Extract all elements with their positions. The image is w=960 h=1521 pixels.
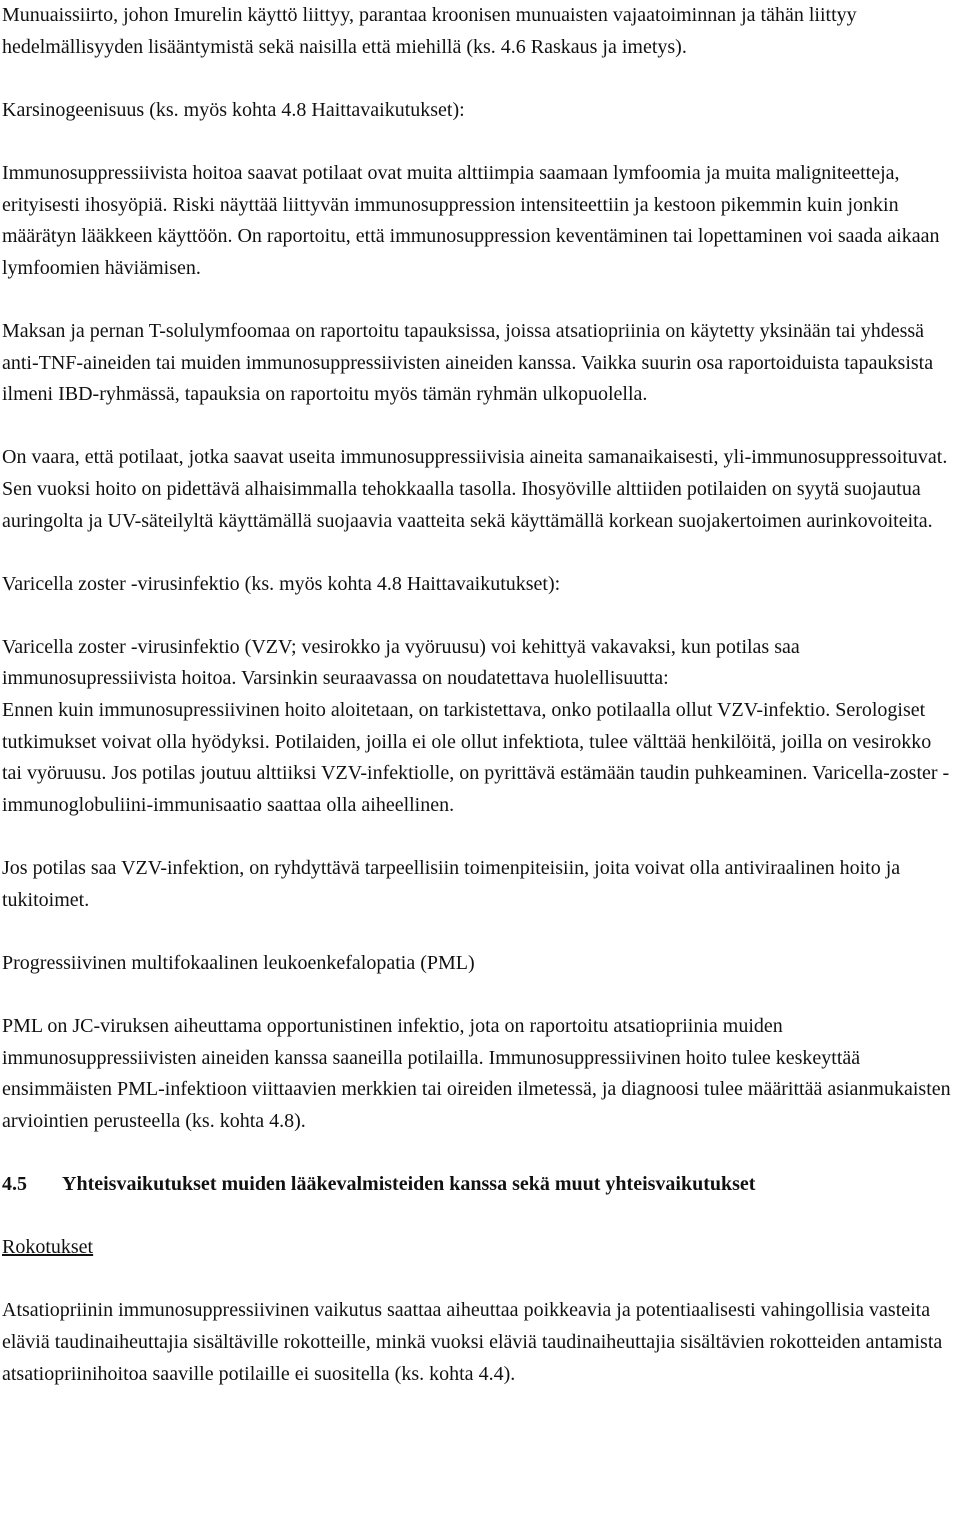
paragraph-vzv-treatment: Jos potilas saa VZV-infektion, on ryhdyttävä tarpeellisiin toimenpiteisiin, joita voivat olla antiviraalinen hoito ja tukitoimet. [2,857,901,911]
paragraph-carcinogenicity-title: Karsinogeenisuus (ks. myös kohta 4.8 Haittavaikutukset): [2,98,465,121]
document-page [2,0,954,1422]
subheading-vaccinations: Rokotukset [2,1236,94,1259]
paragraph-over-immunosuppression: On vaara, että potilaat, jotka saavat useita immunosuppressiivisia aineita samanaikaisesti, yli-immunosuppressoituvat. Sen vuoksi hoito on pidettävä alhaisimmalla tehokkaalla tasolla. Ihosyöville alttiiden potilaiden on syytä suojautua auringolta ja UV-säteilyltä käyttämällä suojaavia vaatteita sekä käyttämällä korkean suojakertoimen aurinkovoiteita. [2,446,948,532]
paragraph-vzv-details [2,632,954,822]
section-heading [2,1169,954,1201]
paragraph-t-cell-lymphoma: Maksan ja pernan T-solulymfoomaa on raportoitu tapauksissa, joissa atsatiopriinia on käytetty yksinään tai yhdessä anti-TNF-aineiden tai muiden immunosuppressiivisten aineiden kanssa. Vaikka suurin osa raportoiduista tapauksista ilmeni IBD-ryhmässä, tapauksia on raportoitu myös tämän ryhmän ulkopuolella. [2,319,934,406]
paragraph-pml-details: PML on JC-viruksen aiheuttama opportunistinen infektio, jota on raportoitu atsatiopriinia muiden immunosuppressiivisten aineiden kanssa saaneilla potilailla. Immunosuppressiivinen hoito tulee keskeyttää ensimmäisten PML-infektioon viittaavien merkkien tai oireiden ilmetessä, ja diagnoosi tulee määrittää asianmukaisten arviointien perusteella (ks. kohta 4.8). [2,1015,951,1132]
paragraph-vzv-title: Varicella zoster -virusinfektio (ks. myös kohta 4.8 Haittavaikutukset): [2,572,561,595]
paragraph-pml-title: Progressiivinen multifokaalinen leukoenkefalopatia (PML) [2,951,475,974]
paragraph-kidney-transplant: Munuaissiirto, johon Imurelin käyttö liittyy, parantaa kroonisen munuaisten vajaatoiminnan ja tähän liittyy hedelmällisyyden lisääntymistä sekä naisilla että miehillä (ks. 4.6 Raskaus ja imetys). [2,4,857,58]
section-number: 4.5 [2,1172,27,1195]
paragraph-vaccinations: Atsatiopriinin immunosuppressiivinen vaikutus saattaa aiheuttaa poikkeavia ja potentiaalisesti vahingollisia vasteita eläviä taudinaiheuttajia sisältäville rokotteille, minkä vuoksi eläviä taudinaiheuttajia sisältävien rokotteiden antamista atsatiopriinihoitoa saaville potilaille ei suositella (ks. kohta 4.4). [2,1299,943,1385]
vzv-precautions: Ennen kuin immunosupressiivinen hoito aloitetaan, on tarkistettava, onko potilaalla ollut VZV-infektio. Serologiset tutkimukset voivat olla hyödyksi. Potilaiden, joilla ei ole ollut infektiota, tulee välttää henkilöitä, joilla on vesirokko tai vyöruusu. Jos potilas joutuu alttiiksi VZV-infektiolle, on pyrittävä estämään taudin puhkeaminen. Varicella-zoster -immunoglobuliini-immunisaatio saattaa olla aiheellinen. [2,699,950,816]
vzv-intro: Varicella zoster -virusinfektio (VZV; vesirokko ja vyöruusu) voi kehittyä vakavaksi, kun potilas saa immunosupressiivista hoitoa. Varsinkin seuraavassa on noudatettava huolellisuutta: [2,635,800,690]
paragraph-lymphoma-risk: Immunosuppressiivista hoitoa saavat potilaat ovat muita alttiimpia saamaan lymfoomia ja muita maligniteetteja, erityisesti ihosyöpiä. Riski näyttää liittyvän immunosuppression intensiteettiin ja kestoon pikemmin kuin jonkin määrätyn lääkkeen käyttöön. On raportoitu, että immunosuppression keventäminen tai lopettaminen voi saada aikaan lymfoomien häviämisen. [2,161,940,279]
section-title: Yhteisvaikutukset muiden lääkevalmisteiden kanssa sekä muut yhteisvaikutukset [62,1172,756,1195]
